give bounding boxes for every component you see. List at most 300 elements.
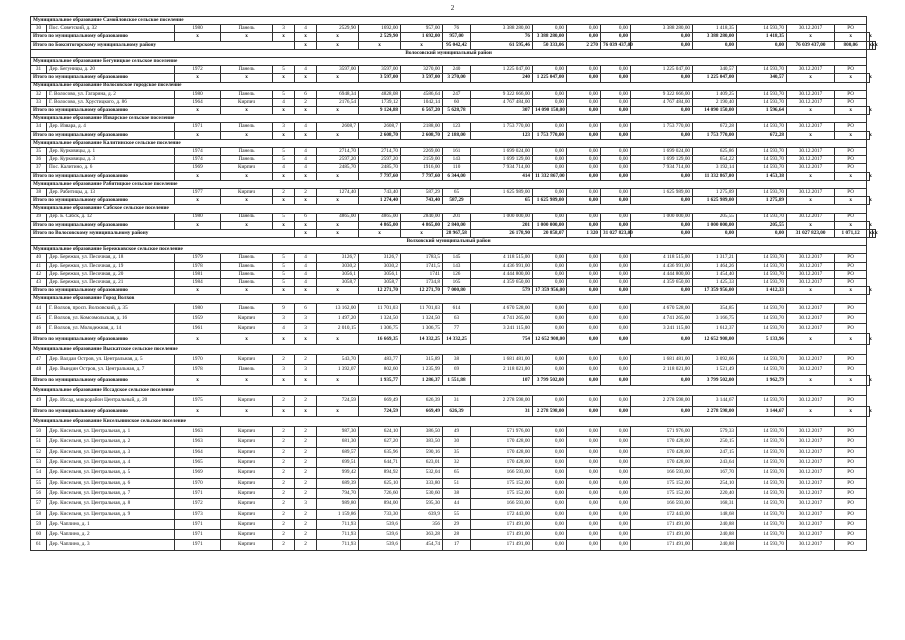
total-cell: 754 xyxy=(471,334,533,344)
table-cell: 59 xyxy=(31,519,47,529)
total-cell: x xyxy=(273,334,295,344)
total-cell: x xyxy=(273,221,295,229)
table-cell: 2 xyxy=(295,396,317,406)
table-cell: 1975 xyxy=(175,396,221,406)
table-cell: РО xyxy=(835,156,867,164)
table-cell: Кирпич xyxy=(221,478,273,488)
table-cell: 1 497,20 xyxy=(317,313,359,323)
total-cell: x xyxy=(295,41,317,49)
table-cell: 48 xyxy=(31,365,47,375)
table-cell: 0,00 xyxy=(601,164,631,172)
table-cell: 0,00 xyxy=(601,437,631,447)
table-cell: 1 464,26 xyxy=(693,262,737,270)
total-cell: 3 597,00 xyxy=(401,74,443,82)
table-cell: 1971 xyxy=(175,540,221,550)
table-cell: 175 152,00 xyxy=(631,488,693,498)
total-label: Итого по муниципальному образованию xyxy=(31,406,175,416)
table-cell: РО xyxy=(835,148,867,156)
total-cell: 0,00 xyxy=(567,375,601,385)
address-cell: Дер. Кисельня, ул. Центральная, д. 1 xyxy=(47,427,175,437)
table-cell: 49 xyxy=(443,427,471,437)
table-cell: 356 xyxy=(401,519,443,529)
table-cell: 61 xyxy=(31,540,47,550)
total-cell: 7 797,60 xyxy=(401,172,443,180)
total-cell: 0,00 xyxy=(601,287,631,295)
total-cell: x xyxy=(401,229,443,237)
total-cell: 1 418,35 xyxy=(737,33,787,41)
table-row xyxy=(31,262,876,270)
total-cell: x xyxy=(867,406,870,416)
table-cell: 76 xyxy=(443,25,471,33)
table-cell: РО xyxy=(835,540,867,550)
total-cell: x xyxy=(317,229,359,237)
table-cell: 2 278 598,00 xyxy=(631,396,693,406)
table-cell: 11 701,03 xyxy=(401,303,443,313)
table-cell: 354,85 xyxy=(693,303,737,313)
table-cell: 30.12.2017 xyxy=(787,458,835,468)
table-cell: 0,00 xyxy=(567,540,601,550)
table-cell: 30.12.2017 xyxy=(787,262,835,270)
total-cell: x xyxy=(221,375,273,385)
table-cell: 2 xyxy=(273,437,295,447)
table-cell: 1 681 481,00 xyxy=(631,355,693,365)
table-cell: 0,00 xyxy=(567,355,601,365)
address-cell: Дер. Кисельня, ул. Центральная, д. 6 xyxy=(47,478,175,488)
table-cell: 2 xyxy=(295,530,317,540)
table-cell: 55 xyxy=(31,478,47,488)
table-cell: 1971 xyxy=(175,123,221,131)
table-cell: 532,04 xyxy=(401,468,443,478)
table-cell: 171 491,00 xyxy=(631,530,693,540)
table-cell: 0,00 xyxy=(533,355,567,365)
total-cell: 28 967,58 xyxy=(443,229,471,237)
table-cell: 2159,00 xyxy=(401,156,443,164)
total-cell: 240 xyxy=(471,74,533,82)
total-cell: x xyxy=(873,41,876,49)
total-cell: x xyxy=(867,221,870,229)
total-cell: x xyxy=(787,221,835,229)
table-cell: 0,00 xyxy=(601,313,631,323)
total-cell: 1 000 000,00 xyxy=(693,221,737,229)
table-cell: 644,71 xyxy=(359,458,401,468)
table-cell: 41 xyxy=(31,262,47,270)
table-row xyxy=(31,519,876,529)
total-cell: 0,00 xyxy=(631,406,693,416)
total-cell: 3 799 502,00 xyxy=(533,375,567,385)
table-cell: 14 593,70 xyxy=(737,303,787,313)
total-cell: x xyxy=(787,406,835,416)
subtotal-row xyxy=(31,287,876,295)
table-cell: 1274,40 xyxy=(317,188,359,196)
table-cell: 171 491,00 xyxy=(631,519,693,529)
table-cell: 14 593,70 xyxy=(737,355,787,365)
table-cell: 161 xyxy=(443,148,471,156)
table-cell: 340,57 xyxy=(693,66,737,74)
total-cell: 0,00 xyxy=(567,74,601,82)
table-cell: 0,00 xyxy=(567,254,601,262)
table-cell: 1961 xyxy=(175,324,221,334)
total-cell: 11 332 867,00 xyxy=(533,172,567,180)
table-row xyxy=(31,447,876,457)
table-cell: 689,39 xyxy=(317,478,359,488)
address-cell: Пос. Советский, д. 32 xyxy=(47,25,175,33)
district-title: Волосовский муниципальный район xyxy=(31,49,867,57)
table-row xyxy=(31,365,876,375)
total-cell: x xyxy=(835,172,867,180)
table-cell: 0,00 xyxy=(601,519,631,529)
total-cell: x xyxy=(787,131,835,139)
total-cell: 3 144,67 xyxy=(737,406,787,416)
table-cell: 65 xyxy=(443,188,471,196)
total-cell: 957,00 xyxy=(443,33,471,41)
table-cell: 0,00 xyxy=(567,313,601,323)
table-cell: 543,70 xyxy=(317,355,359,365)
table-cell: 2 xyxy=(295,488,317,498)
total-cell: 0,00 xyxy=(693,229,737,237)
table-cell: 2 xyxy=(273,530,295,540)
table-cell: Кирпич xyxy=(221,488,273,498)
table-cell: 14 593,70 xyxy=(737,365,787,375)
total-cell: 0,00 xyxy=(601,107,631,115)
table-cell: 0,00 xyxy=(533,447,567,457)
table-cell: 49 xyxy=(31,396,47,406)
table-cell: 17 xyxy=(443,540,471,550)
total-cell: 1 753 770,00 xyxy=(693,131,737,139)
table-cell: 51 xyxy=(31,437,47,447)
table-cell: РО xyxy=(835,66,867,74)
total-cell: 1 962,79 xyxy=(737,375,787,385)
table-cell: 30.12.2017 xyxy=(787,188,835,196)
table-cell: 2188,00 xyxy=(401,123,443,131)
table-cell: 11 701,03 xyxy=(359,303,401,313)
table-cell: 794,70 xyxy=(317,488,359,498)
table-cell: 1 454,40 xyxy=(693,270,737,278)
total-cell: 5 628,78 xyxy=(443,107,471,115)
table-cell: 2269,00 xyxy=(401,148,443,156)
table-row xyxy=(31,66,876,74)
table-cell: 363,28 xyxy=(401,530,443,540)
district-title: Волховский муниципальный район xyxy=(31,238,867,246)
table-cell: 170 428,00 xyxy=(631,437,693,447)
table-cell: 30.12.2017 xyxy=(787,499,835,509)
table-cell: 3 xyxy=(295,313,317,323)
page-number: 2 xyxy=(450,4,455,12)
table-cell: 40 xyxy=(31,254,47,262)
address-cell: Дер. Кисельня, ул. Центральная, д. 9 xyxy=(47,509,175,519)
table-cell: 0,00 xyxy=(533,25,567,33)
table-cell: 1969 xyxy=(175,164,221,172)
table-cell: 539,6 xyxy=(359,530,401,540)
table-cell: 0,00 xyxy=(601,499,631,509)
table-cell: 30.12.2017 xyxy=(787,303,835,313)
table-cell: 0,00 xyxy=(567,519,601,529)
table-cell: 1783,5 xyxy=(401,254,443,262)
table-cell: 14 593,70 xyxy=(737,313,787,323)
table-cell: 14 593,70 xyxy=(737,427,787,437)
total-cell: 0,00 xyxy=(567,172,601,180)
table-cell: 571 976,00 xyxy=(471,427,533,437)
table-cell: 2 xyxy=(295,540,317,550)
total-cell: x xyxy=(787,74,835,82)
table-cell: 0,00 xyxy=(567,164,601,172)
total-cell: 307 xyxy=(471,107,533,115)
table-cell: Панель xyxy=(221,156,273,164)
total-cell: 0,00 xyxy=(567,221,601,229)
table-cell: 1965 xyxy=(175,458,221,468)
table-cell: 170 428,00 xyxy=(631,458,693,468)
table-cell: 14 593,70 xyxy=(737,540,787,550)
table-cell: 2 xyxy=(273,478,295,488)
district-total-row xyxy=(31,41,876,49)
table-cell: 1 317,21 xyxy=(693,254,737,262)
table-cell: 1973 xyxy=(175,509,221,519)
total-label: Итого по муниципальному образованию xyxy=(31,334,175,344)
total-cell: 95 042,42 xyxy=(443,41,471,49)
address-cell: Г. Волхов, ул. Комсомольская, д. 16 xyxy=(47,313,175,323)
section-title: Муниципальное образование Сабское сельское поселение xyxy=(31,205,867,213)
table-cell: Кирпич xyxy=(221,540,273,550)
table-cell: 30.12.2017 xyxy=(787,478,835,488)
table-cell: РО xyxy=(835,164,867,172)
subtotal-row xyxy=(31,33,876,41)
table-cell: 1916,00 xyxy=(401,164,443,172)
table-cell: 14 593,70 xyxy=(737,148,787,156)
table-cell: 46 xyxy=(31,324,47,334)
table-cell: РО xyxy=(835,427,867,437)
total-cell: x xyxy=(221,221,273,229)
table-cell: 50 xyxy=(31,427,47,437)
table-cell: 170 428,00 xyxy=(471,447,533,457)
table-cell: 58 xyxy=(31,509,47,519)
total-cell: 0,00 xyxy=(631,107,693,115)
total-cell: 3 597,00 xyxy=(359,74,401,82)
table-cell: 2 xyxy=(273,509,295,519)
table-cell: 1980 xyxy=(175,90,221,98)
table-cell: 30 xyxy=(443,437,471,447)
total-cell: x xyxy=(295,334,317,344)
table-cell: 51 xyxy=(443,478,471,488)
address-cell: Г. Волосово, ул. Хрустицкого, д. 86 xyxy=(47,98,175,106)
total-cell: 11 332 867,00 xyxy=(693,172,737,180)
table-cell: 1 625 989,00 xyxy=(631,188,693,196)
total-cell: x xyxy=(175,375,221,385)
total-cell: 1 625 989,00 xyxy=(533,197,567,205)
table-cell: 0,00 xyxy=(601,262,631,270)
table-cell: 0,00 xyxy=(601,66,631,74)
table-row xyxy=(31,437,876,447)
section-header-row xyxy=(31,57,876,65)
table-cell: 14 593,70 xyxy=(737,458,787,468)
table-cell: 14 593,70 xyxy=(737,213,787,221)
table-cell: 14 593,70 xyxy=(737,90,787,98)
table-cell: 587,29 xyxy=(401,188,443,196)
table-cell: 4 xyxy=(295,270,317,278)
table-cell: 2 xyxy=(295,437,317,447)
table-cell: 3 xyxy=(295,324,317,334)
table-cell: 2 xyxy=(273,447,295,457)
table-cell: 590,16 xyxy=(401,447,443,457)
table-cell: 4 xyxy=(295,254,317,262)
section-header-row xyxy=(31,180,876,188)
table-cell: 240,88 xyxy=(693,519,737,529)
table-cell: 3597,00 xyxy=(317,66,359,74)
table-cell: 37 xyxy=(31,164,47,172)
total-cell: 0,00 xyxy=(567,334,601,344)
table-cell: 539,6 xyxy=(359,540,401,550)
table-cell: 0,00 xyxy=(601,509,631,519)
total-cell: 724,59 xyxy=(359,406,401,416)
total-cell: 31 xyxy=(471,406,533,416)
table-cell: 0,00 xyxy=(601,156,631,164)
table-row xyxy=(31,530,876,540)
table-cell: 247 xyxy=(443,90,471,98)
table-cell: Кирпич xyxy=(221,509,273,519)
table-cell: 0,00 xyxy=(533,123,567,131)
section-header-row xyxy=(31,82,876,90)
table-cell: 5 xyxy=(273,213,295,221)
table-cell: 733,30 xyxy=(359,509,401,519)
table-cell: 0,00 xyxy=(533,303,567,313)
table-cell: 123 xyxy=(443,123,471,131)
total-cell: x xyxy=(175,172,221,180)
table-row xyxy=(31,499,876,509)
total-cell: x xyxy=(835,406,867,416)
total-cell: x xyxy=(317,197,359,205)
table-cell: РО xyxy=(835,90,867,98)
total-cell: 123 xyxy=(471,131,533,139)
table-cell: 2 xyxy=(273,396,295,406)
total-cell: 14 090 150,00 xyxy=(693,107,737,115)
table-cell: 0,00 xyxy=(533,156,567,164)
table-cell: Панель xyxy=(221,25,273,33)
total-cell: 0,00 xyxy=(567,287,601,295)
table-cell: 77 xyxy=(443,324,471,334)
table-cell: 171 491,00 xyxy=(471,540,533,550)
table-cell: 2176,54 xyxy=(317,98,359,106)
total-cell: x xyxy=(317,406,359,416)
total-cell: 0,00 xyxy=(693,41,737,49)
total-cell: 2 529,90 xyxy=(359,33,401,41)
table-cell: 0,00 xyxy=(601,530,631,540)
table-cell: 143 xyxy=(443,262,471,270)
address-cell: Дер. Бегуницы, д. 20 xyxy=(47,66,175,74)
table-cell: 9 322 666,00 xyxy=(471,90,533,98)
housing-table xyxy=(30,16,876,551)
table-cell: 201 xyxy=(443,213,471,221)
table-cell: 0,00 xyxy=(601,324,631,334)
table-cell: 2 xyxy=(273,519,295,529)
table-cell: 0,00 xyxy=(601,188,631,196)
table-cell: 4 118 515,00 xyxy=(631,254,693,262)
table-cell: 454,74 xyxy=(401,540,443,550)
table-row xyxy=(31,123,876,131)
subtotal-row xyxy=(31,197,876,205)
table-cell: 0,00 xyxy=(567,90,601,98)
table-cell: 4 xyxy=(295,156,317,164)
table-cell: 625,86 xyxy=(693,148,737,156)
address-cell: Дер. Кисельня, ул. Центральная, д. 7 xyxy=(47,488,175,498)
table-cell: 247,15 xyxy=(693,447,737,457)
total-cell: x xyxy=(867,33,870,41)
total-cell: 414 xyxy=(471,172,533,180)
table-cell: 1 625 989,00 xyxy=(471,188,533,196)
total-cell: x xyxy=(221,287,273,295)
table-cell: 802,60 xyxy=(359,365,401,375)
table-cell: 29 xyxy=(443,519,471,529)
table-row xyxy=(31,313,876,323)
table-cell: 2 xyxy=(295,355,317,365)
table-cell: 171 491,00 xyxy=(471,519,533,529)
table-cell: 1 521,49 xyxy=(693,365,737,375)
address-cell: Дер. Кисельня, ул. Центральная, д. 3 xyxy=(47,447,175,457)
table-cell: РО xyxy=(835,313,867,323)
table-cell: РО xyxy=(835,396,867,406)
table-cell: 14 593,70 xyxy=(737,499,787,509)
table-cell: 14 593,70 xyxy=(737,478,787,488)
table-cell: 0,00 xyxy=(533,324,567,334)
total-cell: x xyxy=(787,334,835,344)
table-cell: 168,31 xyxy=(693,499,737,509)
total-cell: 340,57 xyxy=(737,74,787,82)
table-cell: 32 xyxy=(31,90,47,98)
table-cell: 989,80 xyxy=(317,499,359,509)
table-cell: Панель xyxy=(221,279,273,287)
total-cell: 0,00 xyxy=(601,172,631,180)
total-cell: 1 071,12 xyxy=(835,229,867,237)
table-cell: 30.12.2017 xyxy=(787,66,835,74)
table-cell: Кирпич xyxy=(221,164,273,172)
section-title: Муниципальное образование Кисельнинское сельское поселение xyxy=(31,416,867,426)
table-cell: 60 xyxy=(443,98,471,106)
total-label: Итого по муниципальному образованию xyxy=(31,221,175,229)
total-cell: x xyxy=(787,375,835,385)
total-cell: 14 332,25 xyxy=(443,334,471,344)
table-row xyxy=(31,213,876,221)
total-cell: 0,00 xyxy=(631,74,693,82)
table-cell: 14 593,70 xyxy=(737,509,787,519)
table-cell: 1 425,33 xyxy=(693,279,737,287)
table-cell: 6 xyxy=(295,90,317,98)
table-cell: 14 593,70 xyxy=(737,530,787,540)
total-cell: x xyxy=(175,197,221,205)
table-cell: 4586,64 xyxy=(401,90,443,98)
total-cell: x xyxy=(317,375,359,385)
total-cell: 1 692,00 xyxy=(401,33,443,41)
table-cell: 1692,00 xyxy=(359,25,401,33)
table-row xyxy=(31,148,876,156)
total-cell: x xyxy=(317,334,359,344)
table-cell: 0,00 xyxy=(601,447,631,457)
table-cell: 175 152,00 xyxy=(471,478,533,488)
total-cell: 579 xyxy=(471,287,533,295)
table-row xyxy=(31,509,876,519)
table-cell: 1734,8 xyxy=(401,279,443,287)
table-cell: 2529,90 xyxy=(317,25,359,33)
table-cell: 172 443,00 xyxy=(631,509,693,519)
table-cell: 4865,00 xyxy=(359,213,401,221)
table-cell: 3030,2 xyxy=(359,262,401,270)
section-title: Муниципальное образование Волосовское городское поселение xyxy=(31,82,867,90)
table-cell: 2 xyxy=(295,509,317,519)
table-cell: 1 000 000,00 xyxy=(631,213,693,221)
table-cell: 1974 xyxy=(175,148,221,156)
address-cell: Г. Волхов, ул. Молодежная, д. 14 xyxy=(47,324,175,334)
table-cell: РО xyxy=(835,530,867,540)
table-cell: 894,92 xyxy=(359,468,401,478)
table-cell: 3 xyxy=(273,313,295,323)
table-cell: 3126,7 xyxy=(359,254,401,262)
section-title: Муниципальное образование Калитинское сельское поселение xyxy=(31,139,867,147)
